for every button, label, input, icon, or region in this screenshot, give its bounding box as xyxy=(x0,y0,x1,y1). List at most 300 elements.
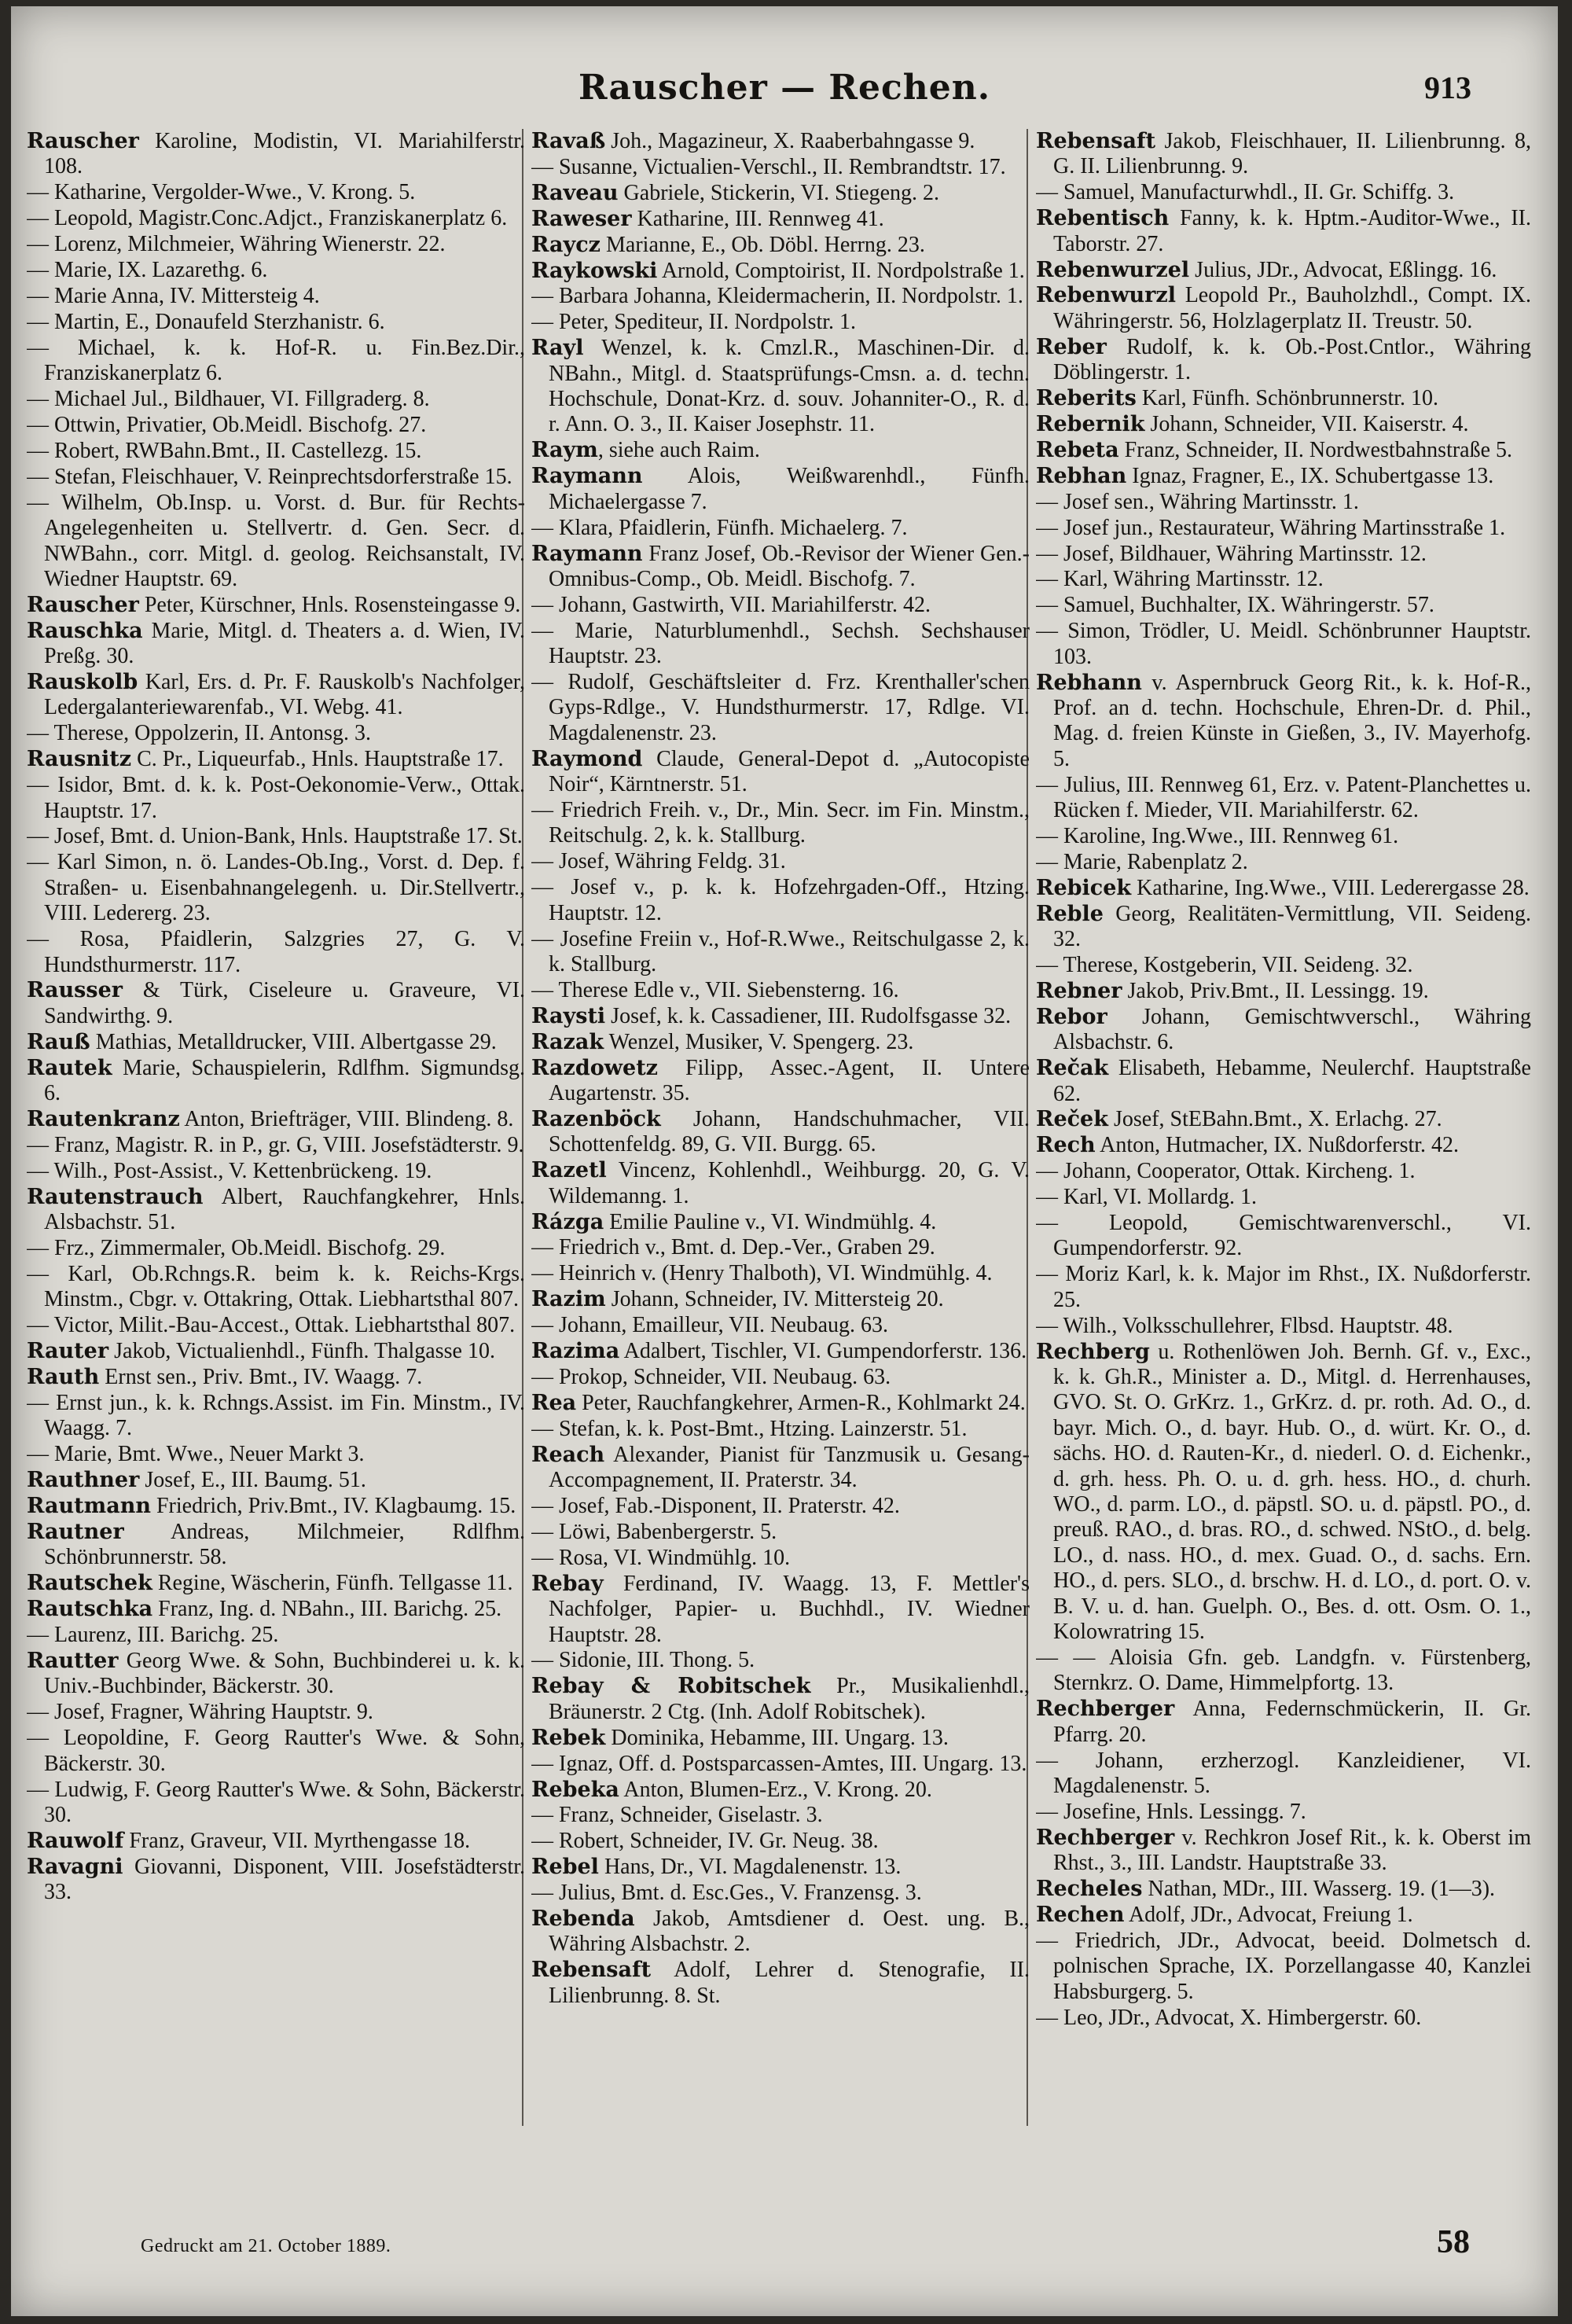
directory-entry xyxy=(1036,953,1531,978)
directory-entry xyxy=(1036,1056,1531,1107)
directory-entry xyxy=(1036,1826,1531,1877)
entry-surname: Raveau xyxy=(531,180,619,205)
directory-entry xyxy=(1036,386,1531,411)
directory-entry xyxy=(27,465,525,490)
directory-entry xyxy=(531,593,1030,618)
entry-details: Josef, E., III. Baumg. 51. xyxy=(139,1468,366,1493)
directory-entry xyxy=(1036,258,1531,283)
directory-column-2 xyxy=(531,129,1030,2236)
entry-details: Alois, Weißwarenhdl., Fünfh. Michaelergasse 7. xyxy=(549,464,1030,514)
entry-details: — Simon, Trödler, U. Meidl. Schönbrunner Hauptstr. 103. xyxy=(1036,619,1531,669)
directory-entry xyxy=(27,1365,525,1390)
page-number: 913 xyxy=(1424,70,1471,105)
directory-entry xyxy=(27,1778,525,1829)
entry-details: — Ernst jun., k. k. Rchngs.Assist. im Fin. Minstm., IV. Waagg. 7. xyxy=(27,1390,525,1441)
directory-entry xyxy=(27,1107,525,1132)
entry-surname: Rautschka xyxy=(27,1597,153,1622)
directory-entry xyxy=(27,1468,525,1493)
entry-details: Giovanni, Disponent, VIII. Josefstädterstr. 33. xyxy=(44,1854,525,1905)
entry-details: Katharine, III. Rennweg 41. xyxy=(631,206,884,231)
entry-details: Franz, Graveur, VII. Myrthengasse 18. xyxy=(123,1828,471,1853)
entry-surname: Rauschka xyxy=(27,618,143,643)
entry-details: Alexander, Pianist für Tanzmusik u. Gesang-Accompagnement, II. Praterstr. 34. xyxy=(549,1442,1030,1493)
directory-entry xyxy=(27,1829,525,1854)
entry-details: Joh., Magazineur, X. Raaberbahngasse 9. xyxy=(605,129,975,153)
entry-details: Vincenz, Kohlenhdl., Weihburgg. 20, G. V. Wildemanng. 1. xyxy=(549,1158,1030,1208)
entry-details: C. Pr., Liqueurfab., Hnls. Hauptstraße 17. xyxy=(131,747,504,772)
entry-details: — Therese Edle v., VII. Siebensterng. 16. xyxy=(531,977,899,1002)
entry-details: — Karl, VI. Mollardg. 1. xyxy=(1036,1185,1257,1210)
entry-details: — Victor, Milit.-Bau-Accest., Ottak. Liebhartsthal 807. xyxy=(27,1313,516,1338)
entry-details: — Michael Jul., Bildhauer, VI. Fillgraderg. 8. xyxy=(27,387,430,412)
entry-details: — Leopold, Gemischtwarenverschl., VI. Gumpendorferstr. 92. xyxy=(1036,1211,1531,1261)
entry-surname: Ravaß xyxy=(531,129,606,153)
entry-surname: Rebentisch xyxy=(1036,206,1170,231)
directory-entry xyxy=(27,1700,525,1725)
entry-details: — Rudolf, Geschäftsleiter d. Frz. Krenthaller'schen Gyps-Rdlge., V. Hundsthurmerstr. 17, Rdlge. VI. Magdalenenstr. 23. xyxy=(531,670,1030,745)
entry-details: Johann, Handschuhmacher, VII. Schottenfeldg. 89, G. VII. Burgg. 65. xyxy=(549,1106,1030,1157)
directory-entry xyxy=(531,1391,1030,1416)
directory-entry xyxy=(1036,1185,1531,1210)
directory-entry xyxy=(531,798,1030,849)
entry-surname: Rebenda xyxy=(531,1907,635,1932)
entry-details: — Ignaz, Off. d. Postsparcassen-Amtes, III. Ungarg. 13. xyxy=(531,1751,1027,1776)
directory-entry xyxy=(27,978,525,1029)
entry-surname: Rauscher xyxy=(27,129,139,153)
entry-details: — Laurenz, III. Barichg. 25. xyxy=(27,1623,279,1648)
directory-entry xyxy=(531,747,1030,798)
entry-details: — Stefan, k. k. Post-Bmt., Htzing. Lainzerstr. 51. xyxy=(531,1416,968,1441)
entry-details: — Friedrich v., Bmt. d. Dep.-Ver., Graben 29. xyxy=(531,1235,935,1260)
entry-details: Andreas, Milchmeier, Rdlfhm. Schönbrunnerstr. 58. xyxy=(44,1519,525,1570)
entry-details: — Martin, E., Donaufeld Sterzhanistr. 6. xyxy=(27,309,385,334)
entry-surname: Rebenwurzl xyxy=(1036,283,1176,308)
directory-entry xyxy=(531,1417,1030,1442)
entry-details: Ernst sen., Priv. Bmt., IV. Waagg. 7. xyxy=(99,1365,423,1389)
entry-details: — — Aloisia Gfn. geb. Landgfn. v. Fürstenberg, Sternkrz. O. Dame, Himmelpfortg. 13. xyxy=(1036,1645,1531,1696)
directory-entry xyxy=(1036,1800,1531,1825)
entry-surname: Reček xyxy=(1036,1107,1108,1132)
entry-details: — Josef v., p. k. k. Hofzehrgaden-Off., Htzing. Hauptstr. 12. xyxy=(531,875,1030,925)
entry-details: Wenzel, Musiker, V. Spengerg. 23. xyxy=(604,1029,914,1054)
directory-entry xyxy=(27,1442,525,1467)
directory-entry xyxy=(531,1004,1030,1029)
entry-surname: Raymann xyxy=(531,541,643,566)
entry-details: v. Aspernbruck Georg Rit., k. k. Hof-R., Prof. an d. techn. Hochschule, Ehren-Dr. d. Phil., Mag. d. freien Künste in Gießen, 3., IV. Mayerhofg. 5. xyxy=(1053,670,1531,771)
directory-entry xyxy=(27,1030,525,1055)
directory-entry xyxy=(531,1907,1030,1958)
entry-details: Julius, JDr., Advocat, Eßlingg. 16. xyxy=(1189,257,1497,282)
entry-details: Franz Josef, Ob.-Revisor der Wiener Gen.-Omnibus-Comp., Ob. Meidl. Bischofg. 7. xyxy=(549,541,1030,591)
entry-details: Wenzel, k. k. Cmzl.R., Maschinen-Dir. d. NBahn., Mitgl. d. Staatsprüfungs-Cmsn. a. d. techn. Hochschule, Donat-Krz. d. souv. Johanniter-O., R. d. r. Ann. O. 3., II. Kaiser Josephstr. 11. xyxy=(549,336,1030,437)
entry-details: — Sidonie, III. Thong. 5. xyxy=(531,1648,755,1673)
directory-entry xyxy=(531,181,1030,206)
entry-details: — Ottwin, Privatier, Ob.Meidl. Bischofg. 27. xyxy=(27,412,427,437)
directory-entry xyxy=(531,1339,1030,1364)
entry-surname: Rechberger xyxy=(1036,1825,1175,1850)
entry-surname: Rautenstrauch xyxy=(27,1184,204,1209)
entry-surname: Razak xyxy=(531,1029,604,1054)
directory-entry xyxy=(27,850,525,926)
directory-entry xyxy=(1036,979,1531,1004)
directory-entry xyxy=(531,542,1030,593)
directory-entry xyxy=(1036,1646,1531,1697)
entry-details: — Marie Anna, IV. Mittersteig 4. xyxy=(27,283,320,308)
directory-entry xyxy=(1036,1903,1531,1928)
directory-entry xyxy=(27,1571,525,1596)
entry-details: — Susanne, Victualien-Verschl., II. Rembrandtstr. 17. xyxy=(531,154,1006,179)
directory-entry xyxy=(27,1726,525,1777)
entry-details: Fanny, k. k. Hptm.-Auditor-Wwe., II. Taborstr. 27. xyxy=(1053,206,1531,256)
directory-entry xyxy=(27,387,525,412)
directory-entry xyxy=(1036,1107,1531,1132)
entry-surname: Rebel xyxy=(531,1855,599,1880)
entry-details: Anton, Briefträger, VIII. Blindeng. 8. xyxy=(179,1106,514,1131)
entry-surname: Rebeta xyxy=(1036,437,1119,462)
directory-entry xyxy=(27,336,525,387)
directory-entry xyxy=(531,284,1030,309)
entry-surname: Rautner xyxy=(27,1519,124,1544)
entry-details: — Johann, erzherzogl. Kanzleidiener, VI. Magdalenenstr. 5. xyxy=(1036,1748,1531,1798)
entry-details: — Wilh., Volksschullehrer, Flbsd. Hauptstr. 48. xyxy=(1036,1313,1453,1338)
entry-details: — Therese, Oppolzerin, II. Antonsg. 3. xyxy=(27,721,372,746)
entry-details: — Leopoldine, F. Georg Rautter's Wwe. & Sohn, Bäckerstr. 30. xyxy=(27,1726,525,1776)
entry-details: Josef, k. k. Cassadiener, III. Rudolfsgasse 32. xyxy=(605,1003,1012,1028)
directory-entry xyxy=(531,1855,1030,1880)
directory-entry xyxy=(1036,902,1531,953)
directory-entry xyxy=(1036,876,1531,901)
directory-entry xyxy=(531,336,1030,438)
directory-entry xyxy=(1036,850,1531,875)
entry-surname: Rech xyxy=(1036,1133,1096,1158)
directory-entry xyxy=(1036,1133,1531,1158)
directory-entry xyxy=(531,155,1030,180)
entry-details: — Josef, Fragner, Währing Hauptstr. 9. xyxy=(27,1700,373,1725)
directory-entry xyxy=(27,129,525,180)
entry-details: — Julius, III. Rennweg 61, Erz. v. Patent-Planchettes u. Rücken f. Mieder, VII. Mariahilferstr. 62. xyxy=(1036,772,1531,823)
directory-entry xyxy=(1036,1340,1531,1646)
entry-details: Franz, Schneider, II. Nordwestbahnstraße 5. xyxy=(1118,437,1513,462)
directory-entry xyxy=(27,284,525,309)
entry-details: Filipp, Assec.-Agent, II. Untere Augartenstr. 35. xyxy=(549,1055,1030,1106)
directory-entry xyxy=(1036,824,1531,849)
entry-details: Nathan, MDr., III. Wasserg. 19. (1—3). xyxy=(1142,1877,1496,1902)
directory-entry xyxy=(531,259,1030,284)
entry-surname: Rebay & Robitschek xyxy=(531,1674,811,1699)
entry-surname: Rautenkranz xyxy=(27,1106,180,1131)
directory-entry xyxy=(1036,671,1531,773)
directory-entry xyxy=(1036,516,1531,541)
entry-details: Ignaz, Fragner, E., IX. Schubertgasse 13. xyxy=(1126,463,1494,488)
entry-details: — Josef, Bmt. d. Union-Bank, Hnls. Hauptstraße 17. St. xyxy=(27,824,523,849)
directory-entry xyxy=(1036,1262,1531,1313)
entry-details: — Marie, Naturblumenhdl., Sechsh. Sechshauser Hauptstr. 23. xyxy=(531,618,1030,669)
entry-surname: Rebay xyxy=(531,1571,604,1596)
directory-entry xyxy=(531,849,1030,874)
entry-surname: Rautter xyxy=(27,1648,119,1673)
entry-details: — Lorenz, Milchmeier, Währing Wienerstr. 22. xyxy=(27,232,446,257)
directory-entry xyxy=(1036,1697,1531,1748)
entry-surname: Rausnitz xyxy=(27,747,132,772)
directory-entry xyxy=(1036,129,1531,180)
entry-details: Jakob, Amtsdiener d. Oest. ung. B., Währing Alsbachstr. 2. xyxy=(549,1907,1030,1957)
entry-details: , siehe auch Raim. xyxy=(597,438,760,463)
directory-entry xyxy=(27,439,525,464)
directory-entry xyxy=(27,1623,525,1648)
directory-entry xyxy=(27,180,525,205)
entry-surname: Reble xyxy=(1036,901,1104,926)
entry-details: Anton, Hutmacher, IX. Nußdorferstr. 42. xyxy=(1095,1133,1460,1158)
entry-details: Jakob, Fleischhauer, II. Lilienbrunng. 8, G. II. Lilienbrunng. 9. xyxy=(1053,129,1531,179)
directory-entry xyxy=(27,1855,525,1906)
directory-entry xyxy=(531,1365,1030,1390)
entry-surname: Rechberger xyxy=(1036,1697,1175,1722)
entry-surname: Razenböck xyxy=(531,1106,661,1131)
directory-entry xyxy=(27,1520,525,1571)
entry-details: Anna, Federnschmückerin, II. Gr. Pfarrg. 20. xyxy=(1053,1697,1531,1747)
entry-details: — Rosa, Pfaidlerin, Salzgries 27, G. V. Hundsthurmerstr. 117. xyxy=(27,927,525,977)
directory-entry xyxy=(531,1235,1030,1260)
directory-entry xyxy=(27,1133,525,1158)
entry-surname: Reberits xyxy=(1036,386,1137,411)
entry-details: — Julius, Bmt. d. Esc.Ges., V. Franzensg. 3. xyxy=(531,1881,922,1906)
directory-entry xyxy=(27,593,525,618)
directory-entry xyxy=(27,1313,525,1338)
directory-entry xyxy=(1036,283,1531,334)
directory-entry xyxy=(1036,619,1531,670)
entry-details: — Leopold, Magistr.Conc.Adjct., Franziskanerplatz 6. xyxy=(27,206,508,231)
entry-details: — Josef, Währing Feldg. 31. xyxy=(531,849,786,874)
directory-entry xyxy=(27,1597,525,1622)
directory-entry xyxy=(27,1494,525,1519)
entry-details: Marie, Mitgl. d. Theaters a. d. Wien, IV. Preßg. 30. xyxy=(44,618,525,669)
entry-details: Mathias, Metalldrucker, VIII. Albertgasse 29. xyxy=(90,1029,497,1054)
entry-surname: Raycz xyxy=(531,232,601,257)
directory-entry xyxy=(531,207,1030,232)
directory-entry xyxy=(531,1158,1030,1209)
entry-details: Marie, Schauspielerin, Rdlfhm. Sigmundsg. 6. xyxy=(44,1055,525,1106)
directory-entry xyxy=(1036,412,1531,437)
entry-details: Ferdinand, IV. Waagg. 13, F. Mettler's Nachfolger, Papier- u. Buchhdl., IV. Wiedner Hauptstr. 28. xyxy=(549,1571,1030,1647)
entry-details: — Johann, Gastwirth, VII. Mariahilferstr. 42. xyxy=(531,592,931,617)
directory-entry xyxy=(27,670,525,721)
directory-entry xyxy=(1036,773,1531,824)
entry-details: — Barbara Johanna, Kleidermacherin, II. Nordpolstr. 1. xyxy=(531,284,1023,309)
entry-details: — Franz, Magistr. R. in P., gr. G, VIII. Josefstädterstr. 9. xyxy=(27,1132,524,1157)
entry-details: Rudolf, k. k. Ob.-Post.Cntlor., Währing Döblingerstr. 1. xyxy=(1053,334,1531,385)
entry-details: — Samuel, Buchhalter, IX. Währingerstr. 57. xyxy=(1036,593,1434,618)
page-header xyxy=(11,68,1558,115)
entry-details: — Robert, Schneider, IV. Gr. Neug. 38. xyxy=(531,1829,879,1854)
directory-entry xyxy=(531,1726,1030,1751)
entry-details: Pr., Musikalienhdl., Bräunerstr. 2 Ctg. (Inh. Adolf Robitschek). xyxy=(549,1674,1030,1724)
directory-entry xyxy=(531,1056,1030,1107)
entry-details: — Johann, Emailleur, VII. Neubaug. 63. xyxy=(531,1313,889,1338)
directory-entry xyxy=(531,1210,1030,1235)
entry-surname: Raweser xyxy=(531,206,632,231)
entry-details: Johann, Schneider, IV. Mittersteig 20. xyxy=(605,1287,944,1312)
entry-details: — Friedrich Freih. v., Dr., Min. Secr. im Fin. Minstm., Reitschulg. 2, k. k. Stallburg. xyxy=(531,798,1030,848)
entry-surname: Rebenwurzel xyxy=(1036,257,1190,282)
directory-entry xyxy=(1036,490,1531,515)
entry-surname: Rauwolf xyxy=(27,1828,124,1853)
entry-surname: Rebhan xyxy=(1036,463,1127,488)
directory-entry xyxy=(531,1287,1030,1312)
entry-details: Arnold, Comptoirist, II. Nordpolstraße 1. xyxy=(657,258,1025,283)
directory-entry xyxy=(531,516,1030,541)
directory-entry xyxy=(27,1262,525,1313)
directory-entry xyxy=(27,258,525,283)
directory-entry xyxy=(1036,1159,1531,1184)
entry-surname: Rauß xyxy=(27,1029,90,1054)
directory-entry xyxy=(1036,593,1531,618)
directory-entry xyxy=(1036,542,1531,567)
entry-surname: Recheles xyxy=(1036,1877,1143,1902)
entry-details: — Therese, Kostgeberin, VII. Seideng. 32. xyxy=(1036,953,1413,977)
directory-entry xyxy=(531,1958,1030,2009)
entry-details: Franz, Ing. d. NBahn., III. Barichg. 25. xyxy=(152,1597,502,1622)
directory-entry xyxy=(531,1520,1030,1545)
directory-entry xyxy=(27,1236,525,1261)
directory-entry xyxy=(27,747,525,772)
entry-details: — Friedrich, JDr., Advocat, beeid. Dolmetsch d. polnischen Sprache, IX. Porzellangasse 40, Kanzlei Habsburgerg. 5. xyxy=(1036,1928,1531,2004)
entry-details: — Katharine, Vergolder-Wwe., V. Krong. 5. xyxy=(27,180,416,205)
directory-entry xyxy=(531,1648,1030,1673)
entry-surname: Rayl xyxy=(531,336,584,361)
entry-details: Katharine, Ing.Wwe., VIII. Lederergasse 28. xyxy=(1131,875,1530,900)
directory-entry xyxy=(1036,335,1531,386)
entry-details: & Türk, Ciseleure u. Graveure, VI. Sandwirthg. 9. xyxy=(44,978,525,1028)
directory-entry xyxy=(1036,464,1531,489)
entry-details: — Johann, Cooperator, Ottak. Kircheng. 1. xyxy=(1036,1159,1416,1184)
entry-surname: Raymann xyxy=(531,464,643,489)
entry-surname: Rebor xyxy=(1036,1004,1107,1029)
directory-entry xyxy=(27,1649,525,1700)
entry-surname: Razim xyxy=(531,1287,606,1312)
directory-entry xyxy=(27,927,525,978)
running-title: Rauscher — Rechen. xyxy=(578,68,991,108)
entry-details: Hans, Dr., VI. Magdalenenstr. 13. xyxy=(598,1855,902,1880)
entry-surname: Rázga xyxy=(531,1209,604,1234)
entry-details: — Josef jun., Restaurateur, Währing Martinsstraße 1. xyxy=(1036,515,1506,540)
entry-surname: Raym xyxy=(531,438,598,463)
entry-details: — Marie, IX. Lazarethg. 6. xyxy=(27,258,268,283)
directory-entry xyxy=(531,1261,1030,1286)
directory-entry xyxy=(27,491,525,593)
directory-entry xyxy=(27,1391,525,1442)
entry-details: — Robert, RWBahn.Bmt., II. Castellezg. 15. xyxy=(27,438,422,463)
entry-surname: Rea xyxy=(531,1390,577,1415)
entry-details: — Samuel, Manufacturwhdl., II. Gr. Schiffg. 3. xyxy=(1036,180,1455,205)
entry-surname: Razdowetz xyxy=(531,1055,658,1080)
entry-details: — Moriz Karl, k. k. Major im Rhst., IX. Nußdorferstr. 25. xyxy=(1036,1262,1531,1312)
directory-entry xyxy=(1036,180,1531,205)
directory-entry xyxy=(27,1185,525,1236)
directory-entry xyxy=(531,1443,1030,1494)
directory-entry xyxy=(27,310,525,335)
directory-entry xyxy=(1036,1005,1531,1056)
directory-entry xyxy=(531,978,1030,1003)
directory-entry xyxy=(531,1829,1030,1854)
entry-surname: Rebensaft xyxy=(1036,129,1156,153)
directory-entry xyxy=(1036,2006,1531,2031)
entry-details: — Josefine, Hnls. Lessingg. 7. xyxy=(1036,1799,1306,1824)
entry-details: Josef, StEBahn.Bmt., X. Erlachg. 27. xyxy=(1107,1107,1442,1132)
entry-details: Albert, Rauchfangkehrer, Hnls. Alsbachstr. 51. xyxy=(44,1184,525,1235)
directory-entry xyxy=(27,1339,525,1364)
directory-entry xyxy=(27,206,525,231)
entry-surname: Raysti xyxy=(531,1003,606,1028)
directory-entry xyxy=(1036,438,1531,463)
entry-details: v. Rechkron Josef Rit., k. k. Oberst im Rhst., 3., III. Landstr. Hauptstraße 33. xyxy=(1053,1825,1531,1876)
directory-page xyxy=(11,6,1558,2316)
entry-surname: Rautschek xyxy=(27,1571,152,1596)
entry-surname: Rauth xyxy=(27,1365,100,1389)
entry-details: Anton, Blumen-Erz., V. Krong. 20. xyxy=(619,1777,932,1802)
directory-entry xyxy=(531,1752,1030,1777)
directory-entry xyxy=(531,1881,1030,1906)
entry-surname: Rechberg xyxy=(1036,1339,1150,1364)
entry-details: Dominika, Hebamme, III. Ungarg. 13. xyxy=(605,1725,949,1750)
entry-details: — Karl, Ob.Rchngs.R. beim k. k. Reichs-Krgs. Minstm., Cbgr. v. Ottakring, Ottak. Liebhartsthal 807. xyxy=(27,1261,525,1312)
entry-details: — Michael, k. k. Hof-R. u. Fin.Bez.Dir., Franziskanerplatz 6. xyxy=(27,335,525,386)
entry-details: — Prokop, Schneider, VII. Neubaug. 63. xyxy=(531,1365,891,1389)
entry-details: — Löwi, Babenbergerstr. 5. xyxy=(531,1519,777,1544)
directory-entry xyxy=(531,1674,1030,1725)
directory-entry xyxy=(1036,1877,1531,1902)
directory-entry xyxy=(1036,1749,1531,1800)
directory-entry xyxy=(531,1107,1030,1158)
entry-surname: Raymond xyxy=(531,746,643,771)
directory-entry xyxy=(27,824,525,849)
entry-details: Elisabeth, Hebamme, Neulerchf. Hauptstraße 62. xyxy=(1053,1056,1531,1106)
entry-details: — Isidor, Bmt. d. k. k. Post-Oekonomie-Verw., Ottak. Hauptstr. 17. xyxy=(27,773,525,823)
entry-details: u. Rothenlöwen Joh. Bernh. Gf. v., Exc., k. k. Gh.R., Minister a. D., Mitgl. d. Herrenhauses, GVO. St. O. GrKrz. 1., GrKrz. d. pr. roth. Ad. O., d. bayr. Mich. O., d. bayr. Hub. O., d. würt. Kr. O., d. sächs. HO. d. Rauten-Kr., d. niederl. O. d. Eichenkr., d. grh. hess. Ph. O. u. d. grh. hess. HO., d. churh. WO., d. parm. LO., d. päpstl. SO. u. d. päpstl. PO., d. preuß. RAO., d. bras. RO., d. schwed. NStO., d. belg. LO., d. nass. HO., d. mex. Guad. O., d. sachs. Ern. HO., d. pers. SLO., d. brschw. H. d. LO., d. port. O. v. B. V. u. d. han. Guelph. O., Bes. d. ott. Osm. O. 1., Kolowratring 15. xyxy=(1053,1339,1531,1645)
entry-surname: Rebensaft xyxy=(531,1958,652,1983)
entry-surname: Rauscher xyxy=(27,592,139,617)
entry-details: — Leo, JDr., Advocat, X. Himbergerstr. 60. xyxy=(1036,2005,1422,2030)
entry-surname: Rebek xyxy=(531,1725,606,1750)
entry-details: Georg, Realitäten-Vermittlung, VII. Seideng. 32. xyxy=(1053,901,1531,952)
entry-details: Jakob, Priv.Bmt., II. Lessingg. 19. xyxy=(1122,978,1429,1003)
directory-entry xyxy=(531,1572,1030,1648)
entry-details: Karl, Fünfh. Schönbrunnerstr. 10. xyxy=(1136,386,1439,411)
entry-details: — Klara, Pfaidlerin, Fünfh. Michaelerg. 7. xyxy=(531,515,908,540)
entry-surname: Razetl xyxy=(531,1158,607,1183)
entry-details: Adolf, Lehrer d. Stenografie, II. Lilienbrunng. 8. St. xyxy=(549,1958,1030,2008)
directory-entry xyxy=(531,670,1030,746)
entry-surname: Raykowski xyxy=(531,258,658,283)
entry-details: — Wilh., Post-Assist., V. Kettenbrückeng. 19. xyxy=(27,1158,432,1183)
directory-entry xyxy=(27,1159,525,1184)
directory-entry xyxy=(1036,567,1531,592)
directory-entry xyxy=(531,1803,1030,1828)
directory-entry xyxy=(531,927,1030,978)
entry-details: Gabriele, Stickerin, VI. Stiegeng. 2. xyxy=(618,180,940,205)
entry-surname: Rausser xyxy=(27,978,123,1003)
directory-entry xyxy=(531,1778,1030,1803)
directory-entry xyxy=(1036,1314,1531,1339)
entry-details: Adalbert, Tischler, VI. Gumpendorferstr. 136. xyxy=(619,1339,1027,1364)
entry-details: Leopold Pr., Bauholzhdl., Compt. IX. Währingerstr. 56, Holzlagerplatz II. Treustr. 50. xyxy=(1053,283,1531,333)
entry-details: Johann, Schneider, VII. Kaiserstr. 4. xyxy=(1144,411,1469,436)
entry-details: — Josef, Bildhauer, Währing Martinsstr. 12. xyxy=(1036,541,1427,566)
entry-details: — Karl Simon, n. ö. Landes-Ob.Ing., Vorst. d. Dep. f. Straßen- u. Eisenbahnangelegenh. u. Dir.Stellvertr., VIII. Ledererg. 23. xyxy=(27,850,525,926)
entry-details: — Karoline, Ing.Wwe., III. Rennweg 61. xyxy=(1036,823,1399,848)
entry-details: Johann, Gemischtwverschl., Währing Alsbachstr. 6. xyxy=(1053,1004,1531,1055)
directory-entry xyxy=(531,875,1030,926)
entry-surname: Rebernik xyxy=(1036,411,1145,436)
